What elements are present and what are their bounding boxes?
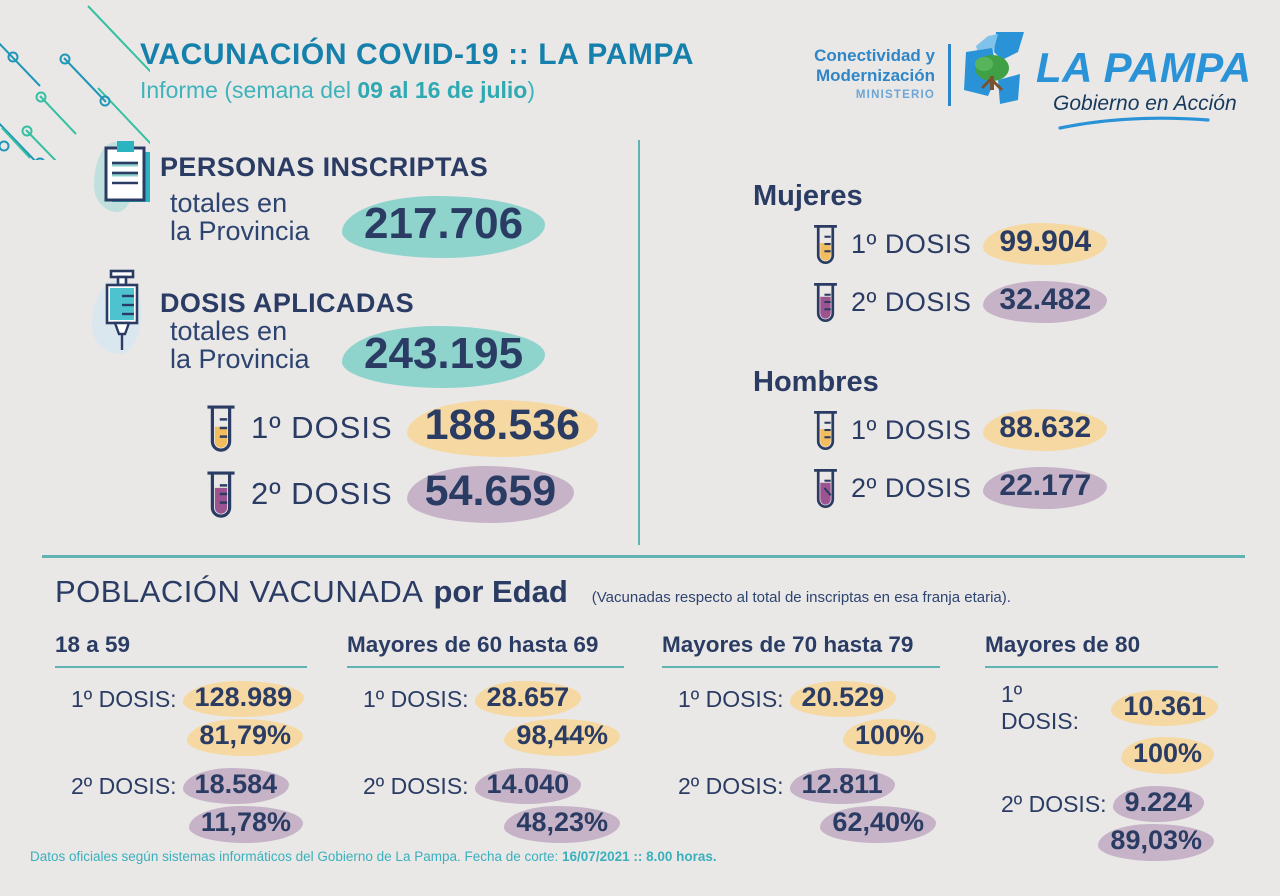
age-title-regular: POBLACIÓN VACUNADA — [55, 574, 424, 609]
test-tube-dose1-icon — [205, 398, 237, 458]
section-divider — [42, 555, 1245, 558]
page-subtitle — [140, 77, 535, 104]
age-dose1-pct: 81,79% — [187, 719, 303, 756]
age-dose2-value: 18.584 — [183, 768, 290, 804]
age-dose1-value: 10.361 — [1111, 690, 1218, 726]
hombres-dose2-value: 22.177 — [983, 467, 1107, 509]
hombres-dose1-label: 1º DOSIS — [851, 414, 972, 445]
age-group-70-79 — [662, 632, 940, 843]
hombres-dose2-label: 2º DOSIS — [851, 472, 972, 503]
age-group-60-69 — [347, 632, 624, 843]
age-dose1-label: 1º DOSIS: — [363, 685, 469, 712]
ministry-name-line2: Modernización — [815, 66, 935, 86]
aplicadas-dose2-row — [205, 464, 574, 524]
footer-source-note — [30, 849, 717, 864]
subtitle-suffix: ) — [527, 77, 536, 103]
inscriptas-total — [342, 196, 545, 258]
age-group-80-plus — [985, 632, 1218, 861]
age-dose2-row — [985, 786, 1218, 822]
age-dose1-pct-row — [985, 737, 1218, 774]
mujeres-dose1-label: 1º DOSIS — [851, 228, 972, 259]
age-group-label: Mayores de 60 hasta 69 — [347, 632, 624, 668]
aplicadas-dose1-value: 188.536 — [407, 400, 598, 457]
mujeres-dose2-value: 32.482 — [983, 281, 1107, 323]
age-dose2-value: 12.811 — [790, 768, 895, 804]
mujeres-dose1-value: 99.904 — [983, 223, 1107, 265]
age-dose2-row — [55, 768, 307, 804]
age-dose1-pct: 100% — [843, 719, 936, 756]
age-dose2-row — [347, 768, 624, 804]
tagline-swoosh — [1058, 116, 1210, 132]
mujeres-dose2-label: 2º DOSIS — [851, 286, 972, 317]
inscriptas-caption-line1: totales en — [170, 188, 288, 218]
age-section-title — [55, 574, 1011, 610]
clipboard-icon — [102, 140, 154, 206]
column-divider — [638, 140, 640, 545]
age-group-label: Mayores de 80 — [985, 632, 1218, 668]
age-dose1-value: 20.529 — [790, 681, 897, 717]
page-title: VACUNACIÓN COVID-19 :: LA PAMPA — [140, 38, 695, 71]
brand-divider — [948, 44, 951, 106]
inscriptas-total-value: 217.706 — [342, 196, 545, 258]
aplicadas-dose2-label: 2º DOSIS — [251, 476, 393, 511]
age-dose1-value: 28.657 — [475, 681, 582, 717]
age-dose1-label: 1º DOSIS: — [678, 685, 784, 712]
aplicadas-total — [342, 326, 545, 388]
age-dose1-pct: 98,44% — [504, 719, 620, 756]
syringe-icon — [98, 268, 146, 356]
inscriptas-title: PERSONAS INSCRIPTAS — [160, 152, 489, 182]
age-dose1-value: 128.989 — [183, 681, 305, 717]
age-dose1-row — [55, 681, 307, 717]
government-tagline: Gobierno en Acción — [1053, 92, 1237, 115]
age-title-note: (Vacunadas respecto al total de inscriptas en esa franja etaria). — [591, 589, 1011, 606]
footer-cutoff-date: 16/07/2021 :: 8.00 horas. — [562, 849, 717, 864]
age-dose2-pct: 11,78% — [189, 806, 303, 843]
age-dose1-row — [347, 681, 624, 717]
mujeres-dose2-row — [812, 276, 1107, 328]
age-dose1-label: 1º DOSIS: — [71, 685, 177, 712]
ministry-block — [788, 46, 935, 103]
inscriptas-caption-line2: la Provincia — [170, 216, 310, 246]
hombres-dose1-value: 88.632 — [983, 409, 1107, 451]
hombres-dose1-row — [812, 404, 1107, 456]
age-dose2-row — [662, 768, 940, 804]
ministry-label: MINISTERIO — [855, 89, 935, 102]
subtitle-date-range: 09 al 16 de julio — [357, 77, 528, 103]
age-group-18-59 — [55, 632, 307, 843]
footer-text: Datos oficiales según sistemas informáticos del Gobierno de La Pampa. Fecha de corte: — [30, 849, 563, 864]
age-dose1-label: 1º DOSIS: — [1001, 681, 1079, 734]
age-dose2-pct: 62,40% — [820, 806, 936, 843]
test-tube-dose1-icon — [812, 218, 839, 270]
test-tube-dose2-icon — [812, 276, 839, 328]
mujeres-dose1-row — [812, 218, 1107, 270]
diagonal-lines-decoration — [0, 0, 150, 160]
age-group-label: Mayores de 70 hasta 79 — [662, 632, 940, 668]
aplicadas-caption-line1: totales en — [170, 316, 288, 346]
aplicadas-total-value: 243.195 — [342, 326, 545, 388]
age-dose1-pct-row — [662, 719, 940, 756]
age-dose2-pct-row — [662, 806, 940, 843]
age-dose2-value: 9.224 — [1113, 786, 1205, 822]
test-tube-dose2-icon — [812, 462, 839, 514]
age-group-label: 18 a 59 — [55, 632, 307, 668]
aplicadas-caption-line2: la Provincia — [170, 344, 310, 374]
age-dose1-row — [985, 681, 1218, 735]
age-dose1-pct: 100% — [1121, 737, 1214, 774]
age-dose2-pct-row — [985, 824, 1218, 861]
la-pampa-logo-icon — [958, 30, 1032, 116]
age-dose1-pct-row — [347, 719, 624, 756]
age-title-bold: por Edad — [433, 574, 568, 609]
age-dose2-value: 14.040 — [475, 768, 582, 804]
ministry-name-line1: Conectividad y — [814, 46, 935, 65]
subtitle-prefix: Informe (semana del — [140, 77, 358, 103]
aplicadas-dose2-value: 54.659 — [407, 466, 575, 523]
age-dose2-label: 2º DOSIS: — [1001, 790, 1107, 817]
age-dose1-pct-row — [55, 719, 307, 756]
age-dose2-pct-row — [55, 806, 307, 843]
test-tube-dose2-icon — [205, 464, 237, 524]
province-wordmark: LA PAMPA — [1036, 44, 1252, 91]
age-dose1-row — [662, 681, 940, 717]
aplicadas-dose1-row — [205, 398, 598, 458]
hombres-dose2-row — [812, 462, 1107, 514]
age-dose2-label: 2º DOSIS: — [71, 772, 177, 799]
age-dose2-label: 2º DOSIS: — [363, 772, 469, 799]
aplicadas-title: DOSIS APLICADAS — [160, 288, 415, 318]
age-dose2-pct-row — [347, 806, 624, 843]
aplicadas-dose1-label: 1º DOSIS — [251, 410, 393, 445]
age-dose2-pct: 89,03% — [1098, 824, 1214, 861]
mujeres-title: Mujeres — [753, 180, 863, 212]
test-tube-dose1-icon — [812, 404, 839, 456]
age-dose2-pct: 48,23% — [504, 806, 620, 843]
hombres-title: Hombres — [753, 366, 879, 398]
age-dose2-label: 2º DOSIS: — [678, 772, 784, 799]
